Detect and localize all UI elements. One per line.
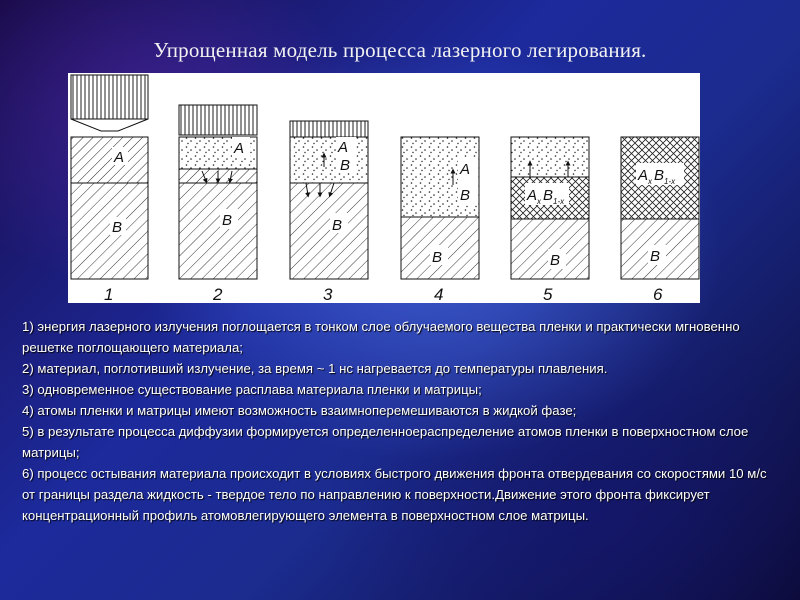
label-A-1: A <box>114 149 125 166</box>
step-3: 3) одновременное существование расплава материала пленки и матрицы; <box>22 382 482 397</box>
label-sub-1x-5: 1-x <box>553 197 565 206</box>
label-B-3a: B <box>340 157 351 174</box>
label-sub-x-5: x <box>537 197 541 206</box>
label-B-5b: B <box>550 252 561 269</box>
label-B-6b: B <box>650 248 661 265</box>
step-5: 5) в результате процесса диффузии формируется определенноераспределение атомов пленки в поверхностном слое матрицы; <box>22 424 749 460</box>
label-B-4a: B <box>460 187 471 204</box>
label-B-5: B <box>543 187 554 204</box>
step-6: 6) процесс остывания материала происходит в условиях быстрого движения фронта отвердевания со скоростями 10 м/с от границы раздела жидкость - твердое тело по направлению к поверхности.Движение этого фронта фиксирует концентрационный профиль атомовлегирующего элемента в поверхностном слое матрицы. <box>22 466 767 523</box>
label-B-1: B <box>112 219 123 236</box>
panel-number-6: 6 <box>653 285 663 303</box>
slide-title: Упрощенная модель процесса лазерного легирования. <box>153 38 647 62</box>
panel-number-5: 5 <box>543 285 553 303</box>
label-sub-1x-6: 1-x <box>664 177 676 186</box>
panel-1 <box>71 75 148 279</box>
label-A-2: A <box>234 140 245 157</box>
panel-number-1: 1 <box>104 285 114 303</box>
label-B-4b: B <box>432 249 443 266</box>
step-4: 4) атомы пленки и матрицы имеют возможность взаимноперемешиваются в жидкой фазе; <box>22 403 577 418</box>
panel-number-4: 4 <box>434 285 444 303</box>
panel-3 <box>290 121 368 279</box>
step-1: 1) энергия лазерного излучения поглощается в тонком слое облучаемого вещества пленки и практически мгновенно решетке поглощающего материала; <box>22 319 740 355</box>
label-B-6: B <box>654 167 665 184</box>
panel-number-3: 3 <box>323 285 333 303</box>
steps-text <box>22 316 774 526</box>
step-2: 2) материал, поглотивший излучение, за время ~ 1 нс нагревается до температуры плавления. <box>22 361 608 376</box>
panel-number-2: 2 <box>213 285 223 303</box>
label-sub-x-6: x <box>648 177 652 186</box>
label-B-2: B <box>222 212 233 229</box>
label-A-5: A <box>527 187 538 204</box>
panel-2 <box>179 105 257 279</box>
label-A-3: A <box>338 139 349 156</box>
label-A-6: A <box>638 167 649 184</box>
laser-doping-diagram <box>68 73 700 303</box>
label-B-3b: B <box>332 217 343 234</box>
label-A-4: A <box>460 161 471 178</box>
